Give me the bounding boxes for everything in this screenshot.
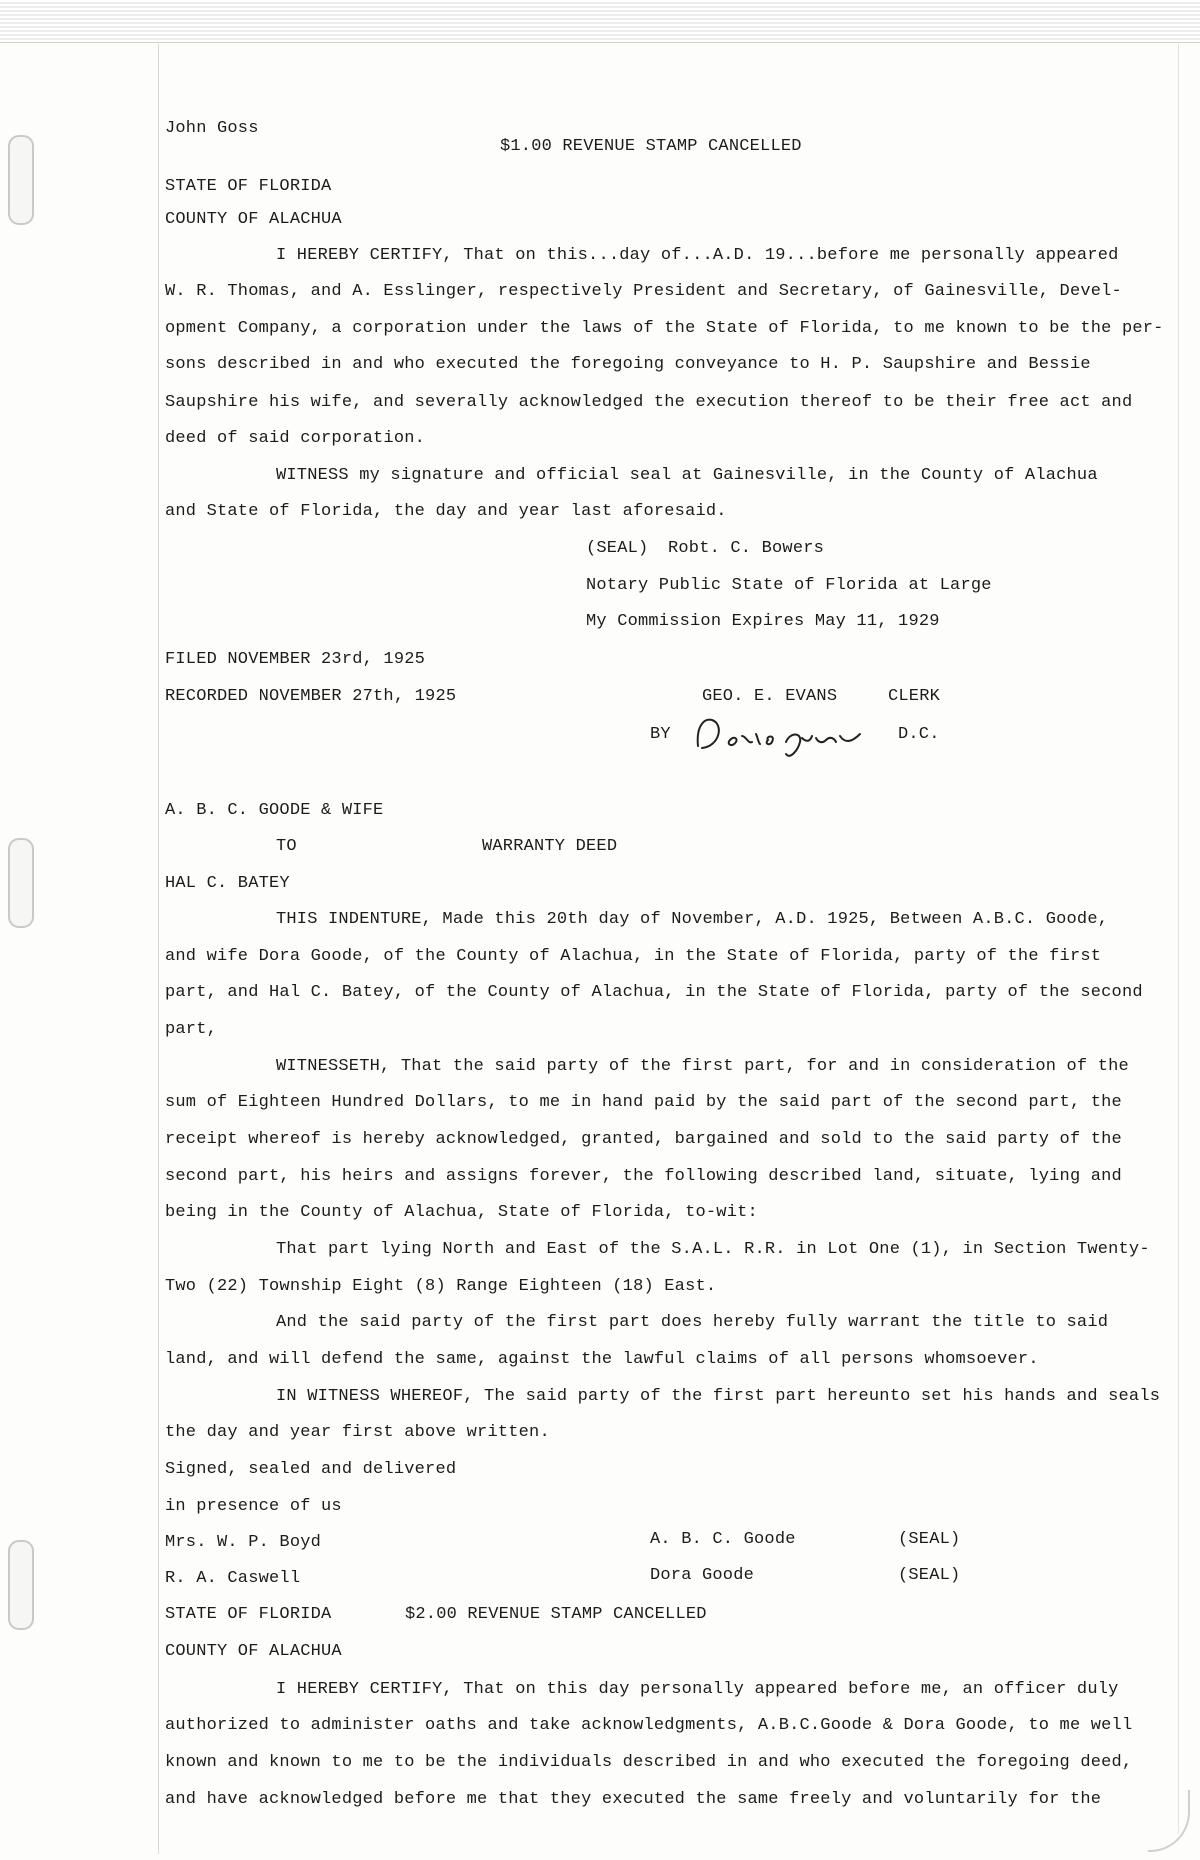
filed-date: FILED NOVEMBER 23rd, 1925 (165, 650, 426, 669)
deed-title: WARRANTY DEED (482, 837, 618, 856)
signer-name: Dora Goode (650, 1566, 755, 1585)
revenue-stamp-note-2: $2.00 REVENUE STAMP CANCELLED (405, 1605, 707, 1624)
signer-seal: (SEAL) (898, 1530, 961, 1549)
notary-commission: My Commission Expires May 11, 1929 (586, 612, 940, 631)
notary-name: Robt. C. Bowers (668, 539, 825, 558)
witness-name: R. A. Caswell (165, 1569, 301, 1588)
scan-top-edge (0, 0, 1200, 43)
certificate1-line: W. R. Thomas, and A. Esslinger, respectively President and Secretary, of Gainesville, Devel- (165, 282, 1122, 301)
certificate2-line: known and known to me to be the individuals described in and who executed the foregoing deed, (165, 1753, 1133, 1772)
deed-land-description: That part lying North and East of the S.A.L. R.R. in Lot One (1), in Section Twenty- (276, 1240, 1150, 1259)
certificate1-line: Saupshire his wife, and severally acknowledged the execution thereof to be their free act and (165, 393, 1133, 412)
recipient-name: John Goss (165, 119, 259, 138)
deed-line: And the said party of the first part does hereby fully warrant the title to said (276, 1313, 1109, 1332)
recorded-date: RECORDED NOVEMBER 27th, 1925 (165, 687, 457, 706)
deed-line: sum of Eighteen Hundred Dollars, to me in hand paid by the said part of the second part, the (165, 1093, 1122, 1112)
deed-line: and wife Dora Goode, of the County of Alachua, in the State of Florida, party of the first (165, 947, 1102, 966)
page-curl (1148, 1790, 1190, 1852)
notary-title: Notary Public State of Florida at Large (586, 576, 992, 595)
certificate1-line: I HEREBY CERTIFY, That on this...day of...A.D. 19...before me personally appeared (276, 246, 1119, 265)
deed-line: being in the County of Alachua, State of Florida, to-wit: (165, 1203, 758, 1222)
notary-seal-label: (SEAL) (586, 539, 649, 558)
certificate1-line: and State of Florida, the day and year last aforesaid. (165, 502, 727, 521)
certificate1-line: deed of said corporation. (165, 429, 426, 448)
state-heading-1: STATE OF FLORIDA (165, 177, 332, 196)
deed-line: in presence of us (165, 1497, 342, 1516)
clerk-title: CLERK (888, 687, 941, 706)
binder-hole-middle (8, 838, 34, 928)
certificate2-line: I HEREBY CERTIFY, That on this day personally appeared before me, an officer duly (276, 1680, 1119, 1699)
certificate2-line: authorized to administer oaths and take acknowledgments, A.B.C.Goode & Dora Goode, to me well (165, 1716, 1133, 1735)
deed-grantor: A. B. C. GOODE & WIFE (165, 801, 384, 820)
deed-line: part, and Hal C. Batey, of the County of Alachua, in the State of Florida, party of the second (165, 983, 1143, 1002)
county-heading-1: COUNTY OF ALACHUA (165, 210, 342, 229)
certificate2-line: and have acknowledged before me that they executed the same freely and voluntarily for the (165, 1790, 1102, 1809)
witness-name: Mrs. W. P. Boyd (165, 1533, 322, 1552)
binder-hole-bottom (8, 1540, 34, 1630)
binder-hole-top (8, 135, 34, 225)
signer-name: A. B. C. Goode (650, 1530, 796, 1549)
state-heading-2: STATE OF FLORIDA (165, 1605, 332, 1624)
by-label: BY (650, 725, 671, 744)
deed-line: WITNESSETH, That the said party of the first part, for and in consideration of the (276, 1057, 1129, 1076)
deed-grantee: HAL C. BATEY (165, 874, 290, 893)
deed-line: THIS INDENTURE, Made this 20th day of November, A.D. 1925, Between A.B.C. Goode, (276, 910, 1109, 929)
deed-line: second part, his heirs and assigns forever, the following described land, situate, lying and (165, 1167, 1122, 1186)
certificate1-line: sons described in and who executed the foregoing conveyance to H. P. Saupshire and Bessie (165, 355, 1091, 374)
certificate1-line: opment Company, a corporation under the laws of the State of Florida, to me known to be the per- (165, 319, 1164, 338)
deed-line: IN WITNESS WHEREOF, The said party of the first part hereunto set his hands and seals (276, 1387, 1161, 1406)
county-heading-2: COUNTY OF ALACHUA (165, 1642, 342, 1661)
deed-line: Signed, sealed and delivered (165, 1460, 457, 1479)
revenue-stamp-note-1: $1.00 REVENUE STAMP CANCELLED (500, 137, 802, 156)
signer-seal: (SEAL) (898, 1566, 961, 1585)
deputy-clerk-label: D.C. (898, 725, 940, 744)
deed-line: land, and will defend the same, against the lawful claims of all persons whomsoever. (165, 1350, 1039, 1369)
deed-to: TO (276, 837, 297, 856)
deputy-clerk-signature (690, 712, 870, 760)
deed-land-description: Two (22) Township Eight (8) Range Eighteen (18) East. (165, 1277, 717, 1296)
deed-line: receipt whereof is hereby acknowledged, granted, bargained and sold to the said party of the (165, 1130, 1122, 1149)
left-margin-rule (158, 44, 159, 1854)
deed-line: the day and year first above written. (165, 1423, 550, 1442)
deed-line: part, (165, 1020, 218, 1039)
clerk-name: GEO. E. EVANS (702, 687, 838, 706)
right-margin-rule (1178, 44, 1179, 1834)
certificate1-line: WITNESS my signature and official seal at Gainesville, in the County of Alachua (276, 466, 1098, 485)
